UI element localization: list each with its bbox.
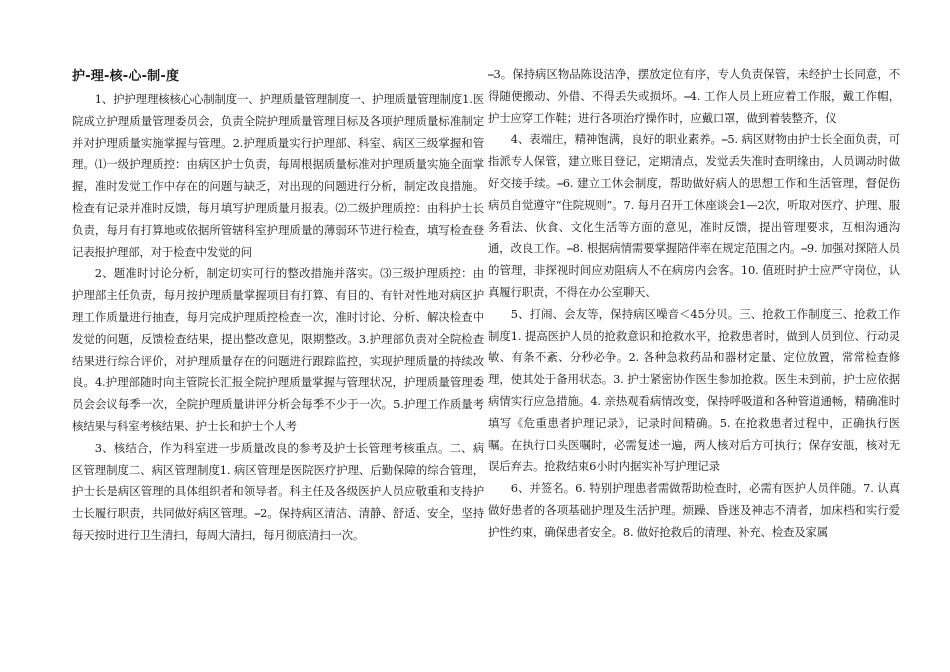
- paragraph-6: 6、并签名。6. 特别护理患者需做帮助检查时，必需有医护人员伴随。7. 认真做好患者的各项基础护理及生活护理。烦躁、昏迷及神志不清者，加床档和实行爱护性约束，确保患者安全。8. 做好抢救后的清理、补充、检查及家属: [488, 481, 900, 539]
- paragraph-5: 5、打闹、会友等，保持病区噪音＜45分贝。三、抢救工作制度三、抢救工作制度1. 提高医护人员的抢救意识和抢救水平，抢救患者时，做到人员到位、行动灵敏、有条不紊、分秒必争。2. 各种急救药品和器材定量、定位放置，常常检查修理，使其处于备用状态。3. 护士紧密协作医生参加抢救。医生未到前，护士应依据病情实行应急措施。4. 亲热观看病情改变，保持呼吸道和各种管道通畅，精确准时填写《危重患者护理记录》，记录时间精确。5. 在抢救患者过程中，正确执行医嘱。在执行口头医嘱时，必需复述一遍，两人核对后方可执行；保存安瓿，核对无误后弃去。抢救结束6小时内据实补写护理记录: [488, 306, 900, 474]
- left-column: [72, 64, 484, 547]
- paragraph-3-continued: ⎯3。保持病区物品陈设洁净，摆放定位有序，专人负责保管，未经护士长同意，不得随便搬动、外借、不得丢失或损坏。⎯4. 工作人员上班应着工作服，戴工作帽，护士应穿工作鞋；进行各项治疗操作时，应戴口罩，做到着装整齐，仪: [488, 67, 900, 125]
- paragraph-2: 2、题准时讨论分析，制定切实可行的整改措施并落实。⑶三级护理质控：由护理部主任负责，每月按护理质量掌握项目有打算、有目的、有针对性地对病区护理工作质量进行抽查，每月完成护理质控检查一次，准时讨论、分析、解决检查中发觉的问题，反馈检查结果，提出整改意见，限期整改。3.护理部负责对全院检查结果进行综合评价，对护理质量存在的问题进行跟踪监控，实现护理质量的持续改良。4.护理部随时向主管院长汇报全院护理质量掌握与管理状况，护理质量管理委员会会议每季一次，全院护理质量讲评分析会每季不少于一次。5.护理工作质量考核结果与科室考核结果、护士长和护士个人考: [72, 266, 484, 433]
- right-column: [488, 64, 900, 544]
- document-title: 护-理-核-心-制-度: [72, 69, 180, 84]
- paragraph-3: 3、核结合，作为科室进一步质量改良的参考及护士长管理考核重点。二、病区管理制度二、病区管理制度1. 病区管理是医院医疗护理、后勤保障的综合管理，护士长是病区管理的具体组织者和领导者。科主任及各级医护人员应敬重和支持护士长履行职责，共同做好病区管理。⎯2。保持病区清洁、清静、舒适、安全，坚持每天按时进行卫生清扫，每周大清扫，每月彻底清扫一次。: [72, 440, 484, 542]
- paragraph-4: 4、表端庄，精神饱满，良好的职业素养。⎯5. 病区财物由护士长全面负责，可指派专人保管，建立账目登记，定期清点，发觉丢失准时查明缘由，人员调动时做好交接手续。⎯6. 建立工休会制度，帮助做好病人的思想工作和生活管理，督促伤病员自觉遵守“住院规则”。7. 每月召开工休座谈会1—2次，听取对医疗、护理、服务看法、伙食、文化生活等方面的意见，准时反馈，提出管理要求，互相沟通沟通，改良工作。⎯8. 根据病情需要掌握陪伴率在规定范围之内。⎯9. 加强对探陪人员的管理，非探视时间应劝阻病人不在病房内会客。10. 值班时护士应严守岗位，认真履行职责，不得在办公室聊天、: [488, 132, 900, 299]
- paragraph-1: 1、护护理理核核心心制制度一、护理质量管理制度一、护理质量管理制度1.医院成立护理质量管理委员会，负责全院护理质量管理目标及各项护理质量标准制定并对护理质量实施掌握与管理。2.护理质量实行护理部、科室、病区三级掌握和管理。⑴一级护理质控：由病区护士负责，每周根据质量标准对护理质量实施全面掌握，准时发觉工作中存在的问题与缺乏，对出现的问题进行分析，制定改良措施。检查有记录并准时反馈，每月填写护理质量月报表。⑵二级护理质控：由科护士长负责，每月有打算地或依据所管辖科室护理质量的薄弱环节进行检查，填写检查登记表报护理部，对于检查中发觉的问: [72, 92, 484, 259]
